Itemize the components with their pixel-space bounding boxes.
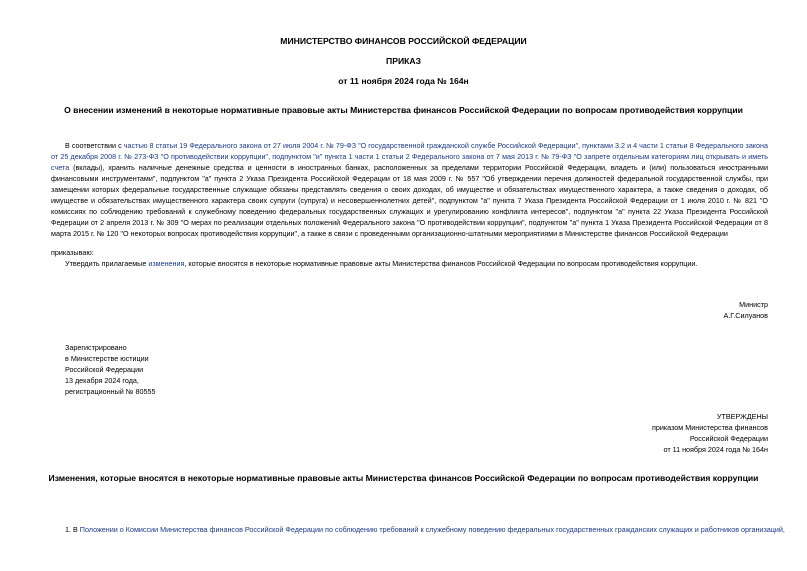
- approved-line: УТВЕРЖДЕНЫ: [716, 412, 768, 421]
- doc-type-heading: ПРИКАЗ: [386, 56, 421, 66]
- prikazyvayu-label: приказываю:: [51, 248, 94, 257]
- registration-line: Российской Федерации: [65, 365, 144, 374]
- registration-line: регистрационный № 80555: [65, 387, 156, 396]
- changes-item-1: [51, 524, 785, 535]
- approved-line: от 11 ноября 2024 года № 164н: [663, 445, 768, 454]
- registration-line: в Министерстве юстиции: [65, 354, 149, 363]
- signature-name: А.Г.Силуанов: [723, 311, 768, 320]
- preamble-text-1: В соответствии с: [65, 141, 124, 150]
- approved-block: [500, 411, 768, 455]
- approved-line: приказом Министерства финансов: [651, 423, 768, 432]
- preamble-text-2: (вклады), хранить наличные денежные средства и ценности в иностранных банках, расположенных за пределами территории Российской Федерации, владеть и (или) пользоваться иностранными финансовыми инструментами", подпунктом "а" пункта 2 Указа Президента Российской Федерации от 18 мая 2009 г. № 557 "Об утверждении перечня должностей федеральной государственной службы, при замещении которых федеральные государственные служащие обязаны представлять сведения о своих доходах, об имуществе и обязательствах имущественного характера, а также сведения о доходах, об имуществе и обязательствах имущественного характера своих супруги (супруга) и несовершеннолетних детей", подпунктом "а" пункта 7 Указа Президента Российской Федерации от 1 июля 2010 г. № 821 "О комиссиях по соблюдению требований к служебному поведению федеральных государственных служащих и урегулированию конфликта интересов", подпунктом "а" пункта 22 Указа Президента Российской Федерации от 2 апреля 2013 г. № 309 "О мерах по реализации отдельных положений Федерального закона "О противодействии коррупции", подпунктом "а" пункта 1 Указа Президента Российской Федерации от 8 марта 2015 г. № 120 "О некоторых вопросах противодействия коррупции": [51, 163, 768, 238]
- ministry-heading: МИНИСТЕРСТВО ФИНАНСОВ РОССИЙСКОЙ ФЕДЕРАЦИИ: [280, 36, 527, 46]
- item-1-text: 1. В: [65, 525, 80, 534]
- preamble-paragraph: [51, 140, 768, 239]
- approve-text-1: Утвердить прилагаемые: [65, 259, 149, 268]
- registration-line: Зарегистрировано: [65, 343, 127, 352]
- approve-paragraph: [65, 258, 768, 269]
- item-1-link[interactable]: Положении о Комиссии Министерства финансов Российской Федерации по соблюдению требований к служебному поведению федеральных государственных гражданских служащих и работников организаций,: [79, 525, 785, 534]
- approved-line: Российской Федерации: [689, 434, 768, 443]
- signature-position: Министр: [739, 300, 768, 309]
- preamble-text-3: , а также в связи с проведенными организационно-штатными мероприятиями в Министерстве финансов Российской Федерации: [297, 229, 728, 238]
- doc-title: О внесении изменений в некоторые нормативные правовые акты Министерства финансов Российской Федерации по вопросам противодействия коррупции: [64, 105, 743, 115]
- registration-block: [65, 342, 155, 397]
- doc-date-number: от 11 ноября 2024 года № 164н: [338, 76, 469, 86]
- changes-title: Изменения, которые вносятся в некоторые нормативные правовые акты Министерства финансов Российской Федерации по вопросам противодействия коррупции: [48, 473, 759, 483]
- changes-link[interactable]: изменения: [148, 259, 185, 268]
- approve-text-2: , которые вносятся в некоторые нормативные правовые акты Министерства финансов Российской Федерации по вопросам противодействия коррупции.: [184, 259, 698, 268]
- preamble-link[interactable]: частью 8 статьи 19 Федерального закона от 27 июля 2004 г. № 79-ФЗ "О государственной гражданской службе Российской Федерации", пунктами 3.2 и 4 части 1 статьи 8 Федерального закона от 25 декабря 2008 г. № 273-ФЗ "О противодействии коррупции", подпунктом "и" пункта 1 части 1 статьи 2 Федерального закона от 7 мая 2013 г. № 79-ФЗ "О запрете отдельным категориям лиц открывать и иметь счета: [51, 141, 769, 172]
- registration-line: 13 декабря 2024 года,: [65, 376, 139, 385]
